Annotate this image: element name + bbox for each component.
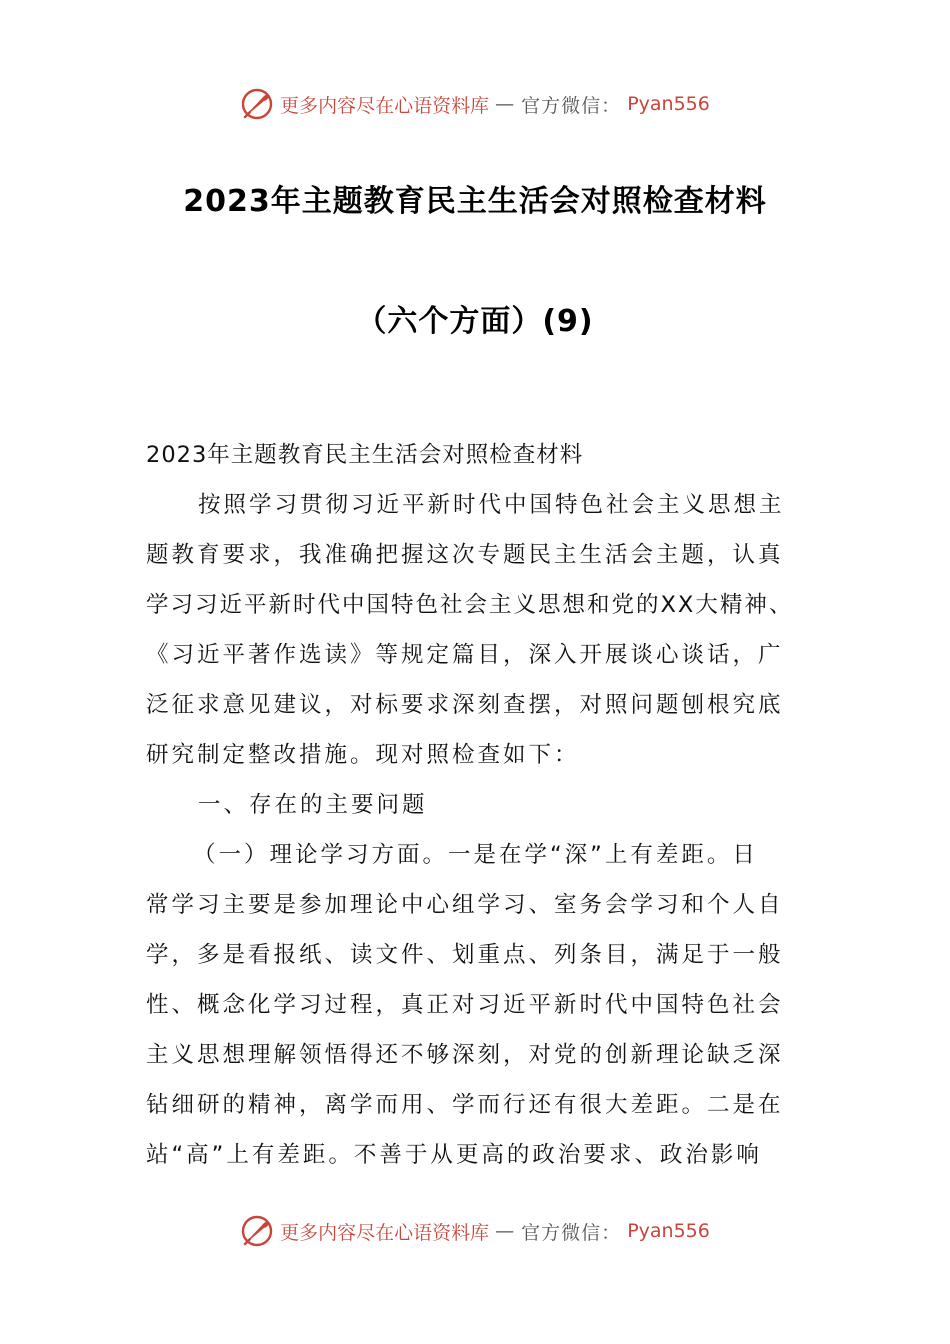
- quill-logo-icon: [240, 87, 274, 121]
- body-line-heading: 2023年主题教育民主生活会对照检查材料: [146, 442, 584, 468]
- body-line: 主义思想理解领悟得还不够深刻，对党的创新理论缺乏深: [146, 1042, 784, 1068]
- watermark-dash: —: [495, 93, 516, 115]
- watermark-wechat-id: Pyan556: [627, 1220, 710, 1242]
- document-body: [146, 430, 826, 1180]
- body-line: 题教育要求，我准确把握这次专题民主生活会主题，认真: [146, 542, 784, 568]
- watermark-header: [0, 84, 950, 124]
- watermark-content: [240, 1214, 710, 1248]
- body-line: （一）理论学习方面。一是在学“深”上有差距。日: [193, 842, 758, 868]
- watermark-dash: —: [495, 1220, 516, 1242]
- body-line: 钻细研的精神，离学而用、学而行还有很大差距。二是在: [146, 1092, 784, 1118]
- body-line: 常学习主要是参加理论中心组学习、室务会学习和个人自: [146, 892, 784, 918]
- document-title-line2: （六个方面）(9): [356, 304, 594, 339]
- body-line: 性、概念化学习过程，真正对习近平新时代中国特色社会: [146, 992, 784, 1018]
- body-line: 研究制定整改措施。现对照检查如下：: [146, 742, 580, 768]
- watermark-main-text: 更多内容尽在心语资料库: [280, 1221, 490, 1244]
- watermark-content: [240, 87, 710, 121]
- watermark-official-label: 官方微信：: [521, 1221, 622, 1244]
- quill-logo-icon: [240, 1214, 274, 1248]
- watermark-footer: [0, 1211, 950, 1251]
- body-line: 学，多是看报纸、读文件、划重点、列条目，满足于一般: [146, 942, 784, 968]
- body-line: 按照学习贯彻习近平新时代中国特色社会主义思想主: [198, 492, 785, 518]
- document-title-line1: 2023年主题教育民主生活会对照检查材料: [183, 184, 767, 219]
- body-line: 泛征求意见建议，对标要求深刻查摆，对照问题刨根究底: [146, 692, 784, 718]
- body-line: 站“高”上有差距。不善于从更高的政治要求、政治影响: [146, 1142, 762, 1168]
- section-heading: 一、存在的主要问题: [198, 792, 428, 818]
- watermark-main-text: 更多内容尽在心语资料库: [280, 94, 490, 117]
- body-line: 学习习近平新时代中国特色社会主义思想和党的XX大精神、: [146, 592, 794, 618]
- watermark-official-label: 官方微信：: [521, 94, 622, 117]
- watermark-wechat-id: Pyan556: [627, 93, 710, 115]
- body-line: 《习近平著作选读》等规定篇目，深入开展谈心谈话，广: [146, 642, 784, 668]
